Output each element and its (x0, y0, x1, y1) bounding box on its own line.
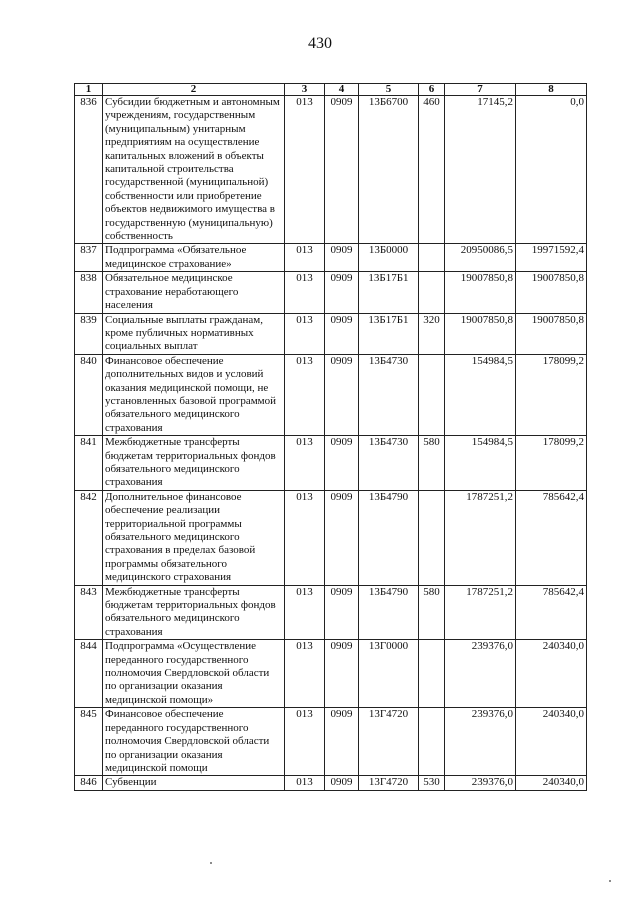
table-row (75, 272, 587, 313)
ministry-code: 013 (285, 244, 325, 272)
section-code: 0909 (325, 640, 359, 708)
section-code: 0909 (325, 354, 359, 435)
row-description: Межбюджетные трансферты бюджетам территориальных фондов обязательного медицинского страхования (103, 585, 285, 640)
row-number: 839 (75, 313, 103, 354)
amount-year-1: 19007850,8 (445, 272, 516, 313)
section-code: 0909 (325, 313, 359, 354)
amount-year-1: 1787251,2 (445, 490, 516, 585)
column-header: 5 (359, 84, 419, 96)
ministry-code: 013 (285, 96, 325, 244)
row-description: Финансовое обеспечение переданного государственного полномочия Свердловской области по организации оказания медицинской помощи (103, 708, 285, 776)
row-number: 846 (75, 776, 103, 790)
ministry-code: 013 (285, 708, 325, 776)
row-number: 837 (75, 244, 103, 272)
table-row (75, 585, 587, 640)
amount-year-1: 20950086,5 (445, 244, 516, 272)
table-row (75, 313, 587, 354)
amount-year-2: 19007850,8 (516, 313, 587, 354)
row-description: Субсидии бюджетным и автономным учреждениям, государственным (муниципальным) унитарным предприятиям на осуществление капитальных вложений в объекты капитальной строительства государственной (муниципальной) собственности или приобретение объектов недвижимого имущества в государственную (муниципальную) собственность (103, 96, 285, 244)
column-header: 1 (75, 84, 103, 96)
ministry-code: 013 (285, 640, 325, 708)
scan-speck (609, 880, 611, 882)
expense-type-code (419, 244, 445, 272)
section-code: 0909 (325, 436, 359, 491)
target-article-code: 13Б4790 (359, 585, 419, 640)
target-article-code: 13Г4720 (359, 708, 419, 776)
row-number: 840 (75, 354, 103, 435)
row-number: 838 (75, 272, 103, 313)
expense-type-code: 580 (419, 436, 445, 491)
ministry-code: 013 (285, 272, 325, 313)
row-description: Обязательное медицинское страхование неработающего населения (103, 272, 285, 313)
ministry-code: 013 (285, 585, 325, 640)
ministry-code: 013 (285, 776, 325, 790)
ministry-code: 013 (285, 313, 325, 354)
amount-year-1: 239376,0 (445, 708, 516, 776)
ministry-code: 013 (285, 436, 325, 491)
column-header: 6 (419, 84, 445, 96)
table-row (75, 244, 587, 272)
section-code: 0909 (325, 96, 359, 244)
target-article-code: 13Б4730 (359, 354, 419, 435)
row-description: Подпрограмма «Осуществление переданного государственного полномочия Свердловской области по организации оказания медицинской помощи» (103, 640, 285, 708)
amount-year-1: 154984,5 (445, 436, 516, 491)
target-article-code: 13Б4790 (359, 490, 419, 585)
page-number: 430 (308, 35, 332, 52)
section-code: 0909 (325, 272, 359, 313)
amount-year-1: 17145,2 (445, 96, 516, 244)
target-article-code: 13Г4720 (359, 776, 419, 790)
column-header: 3 (285, 84, 325, 96)
amount-year-2: 240340,0 (516, 640, 587, 708)
amount-year-1: 1787251,2 (445, 585, 516, 640)
column-header: 2 (103, 84, 285, 96)
section-code: 0909 (325, 490, 359, 585)
amount-year-2: 178099,2 (516, 436, 587, 491)
section-code: 0909 (325, 585, 359, 640)
table-row (75, 490, 587, 585)
expense-type-code (419, 272, 445, 313)
row-description: Субвенции (103, 776, 285, 790)
amount-year-1: 239376,0 (445, 776, 516, 790)
amount-year-2: 19971592,4 (516, 244, 587, 272)
amount-year-1: 154984,5 (445, 354, 516, 435)
column-header: 7 (445, 84, 516, 96)
budget-table (74, 83, 587, 791)
row-number: 841 (75, 436, 103, 491)
table-row (75, 96, 587, 244)
ministry-code: 013 (285, 354, 325, 435)
expense-type-code: 530 (419, 776, 445, 790)
table-row (75, 776, 587, 790)
target-article-code: 13Б6700 (359, 96, 419, 244)
table-row (75, 708, 587, 776)
target-article-code: 13Б17Б1 (359, 272, 419, 313)
ministry-code: 013 (285, 490, 325, 585)
section-code: 0909 (325, 776, 359, 790)
amount-year-2: 240340,0 (516, 776, 587, 790)
row-number: 845 (75, 708, 103, 776)
amount-year-2: 178099,2 (516, 354, 587, 435)
row-description: Социальные выплаты гражданам, кроме публичных нормативных социальных выплат (103, 313, 285, 354)
row-number: 843 (75, 585, 103, 640)
row-description: Подпрограмма «Обязательное медицинское страхование» (103, 244, 285, 272)
table-header-row (75, 84, 587, 96)
expense-type-code: 320 (419, 313, 445, 354)
table-row (75, 640, 587, 708)
amount-year-1: 239376,0 (445, 640, 516, 708)
target-article-code: 13Б4730 (359, 436, 419, 491)
target-article-code: 13Б17Б1 (359, 313, 419, 354)
amount-year-2: 19007850,8 (516, 272, 587, 313)
column-header: 4 (325, 84, 359, 96)
row-description: Межбюджетные трансферты бюджетам территориальных фондов обязательного медицинского страхования (103, 436, 285, 491)
amount-year-2: 785642,4 (516, 585, 587, 640)
expense-type-code: 580 (419, 585, 445, 640)
column-header: 8 (516, 84, 587, 96)
amount-year-2: 0,0 (516, 96, 587, 244)
row-description: Дополнительное финансовое обеспечение реализации территориальной программы обязательного медицинского страхования в пределах базовой программы обязательного медицинского страхования (103, 490, 285, 585)
amount-year-1: 19007850,8 (445, 313, 516, 354)
target-article-code: 13Г0000 (359, 640, 419, 708)
expense-type-code (419, 708, 445, 776)
table-row (75, 436, 587, 491)
scan-speck (210, 862, 212, 864)
section-code: 0909 (325, 708, 359, 776)
target-article-code: 13Б0000 (359, 244, 419, 272)
row-number: 836 (75, 96, 103, 244)
section-code: 0909 (325, 244, 359, 272)
expense-type-code: 460 (419, 96, 445, 244)
row-number: 844 (75, 640, 103, 708)
table-row (75, 354, 587, 435)
row-description: Финансовое обеспечение дополнительных видов и условий оказания медицинской помощи, не установленных базовой программой обязательного медицинского страхования (103, 354, 285, 435)
amount-year-2: 785642,4 (516, 490, 587, 585)
row-number: 842 (75, 490, 103, 585)
expense-type-code (419, 490, 445, 585)
amount-year-2: 240340,0 (516, 708, 587, 776)
expense-type-code (419, 640, 445, 708)
expense-type-code (419, 354, 445, 435)
